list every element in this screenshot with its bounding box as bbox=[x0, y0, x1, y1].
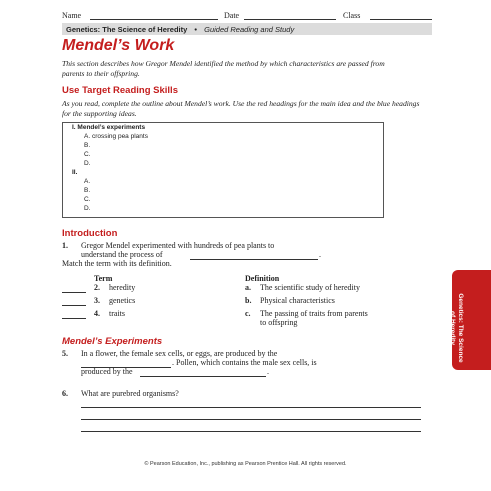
outline-1a: A. crossing pea plants bbox=[84, 133, 148, 140]
q6-answer-line-2[interactable] bbox=[81, 419, 421, 420]
section-subtitle: Guided Reading and Study bbox=[204, 25, 295, 34]
outline-main-2: II. bbox=[72, 169, 78, 176]
skills-instructions: As you read, complete the outline about Mendel’s work. Use the red headings for the main idea and the blue headings for the supporting ideas. bbox=[62, 99, 420, 118]
side-tab-line-1: Genetics: The Science bbox=[457, 293, 464, 363]
date-label: Date bbox=[224, 11, 240, 20]
term-4-number: 4. bbox=[94, 309, 100, 318]
match-blank-2[interactable] bbox=[62, 292, 86, 293]
intro-paragraph: This section describes how Gregor Mendel identified the method by which characteristics are passed from parents to their offspring. bbox=[62, 59, 385, 78]
outline-2c: C. bbox=[84, 196, 91, 203]
skills-heading: Use Target Reading Skills bbox=[62, 85, 178, 96]
outline-2d: D. bbox=[84, 205, 91, 212]
class-field[interactable] bbox=[370, 19, 432, 20]
outline-1d: D. bbox=[84, 160, 91, 167]
q6-number: 6. bbox=[62, 389, 68, 398]
definition-c-line2: to offspring bbox=[260, 318, 298, 327]
class-label: Class bbox=[343, 11, 361, 20]
term-2-number: 2. bbox=[94, 283, 100, 292]
chapter-side-tab bbox=[449, 270, 491, 370]
q5-line2: . Pollen, which contains the male sex cells, is bbox=[172, 358, 317, 367]
name-label: Name bbox=[62, 11, 82, 20]
date-field[interactable] bbox=[244, 19, 336, 20]
outline-2b: B. bbox=[84, 187, 91, 194]
introduction-heading: Introduction bbox=[62, 228, 118, 239]
side-tab-line-2: of Heredity bbox=[449, 311, 456, 345]
name-field[interactable] bbox=[90, 19, 218, 20]
definition-c-letter: c. bbox=[245, 309, 251, 318]
q1-line2-suffix: . bbox=[319, 250, 321, 259]
match-instructions: Match the term with its definition. bbox=[62, 259, 172, 268]
q6-answer-line-3[interactable] bbox=[81, 431, 421, 432]
q5-answer-blank-2[interactable] bbox=[140, 376, 266, 377]
definition-b: Physical characteristics bbox=[260, 296, 335, 305]
q5-line3-suffix: . bbox=[267, 367, 269, 376]
section-bullet: • bbox=[194, 25, 198, 34]
definition-heading: Definition bbox=[245, 274, 280, 283]
outline-2a: A. bbox=[84, 178, 91, 185]
q1-answer-blank[interactable] bbox=[190, 259, 318, 260]
copyright-footer: © Pearson Education, Inc., publishing as Pearson Prentice Hall. All rights reserved. bbox=[144, 461, 347, 467]
definition-c-line1: The passing of traits from parents bbox=[260, 309, 368, 318]
term-3-number: 3. bbox=[94, 296, 100, 305]
q1-line1: Gregor Mendel experimented with hundreds of pea plants to bbox=[81, 241, 275, 250]
definition-b-letter: b. bbox=[245, 296, 252, 305]
section-name: Genetics: The Science of Heredity bbox=[66, 25, 188, 34]
q5-line3-prefix: produced by the bbox=[81, 367, 133, 376]
q1-line2-prefix: understand the process of bbox=[81, 250, 163, 259]
outline-1c: C. bbox=[84, 151, 91, 158]
page-title: Mendel’s Work bbox=[62, 37, 175, 54]
outline-main-1: I. Mendel’s experiments bbox=[72, 124, 146, 131]
definition-a-letter: a. bbox=[245, 283, 251, 292]
term-heading: Term bbox=[94, 274, 113, 283]
experiments-heading: Mendel’s Experiments bbox=[62, 336, 163, 347]
side-tab-label bbox=[425, 278, 464, 378]
q1-number: 1. bbox=[62, 241, 68, 250]
q5-line1: In a flower, the female sex cells, or eggs, are produced by the bbox=[81, 349, 278, 358]
q5-number: 5. bbox=[62, 349, 68, 358]
term-3: genetics bbox=[109, 296, 136, 305]
section-title bbox=[66, 25, 294, 34]
q6-question: What are purebred organisms? bbox=[81, 389, 179, 398]
term-2: heredity bbox=[109, 283, 136, 292]
match-blank-3[interactable] bbox=[62, 305, 86, 306]
definition-a: The scientific study of heredity bbox=[260, 283, 360, 292]
outline-1b: B. bbox=[84, 142, 91, 149]
term-4: traits bbox=[109, 309, 125, 318]
match-blank-4[interactable] bbox=[62, 318, 86, 319]
q6-answer-line-1[interactable] bbox=[81, 407, 421, 408]
